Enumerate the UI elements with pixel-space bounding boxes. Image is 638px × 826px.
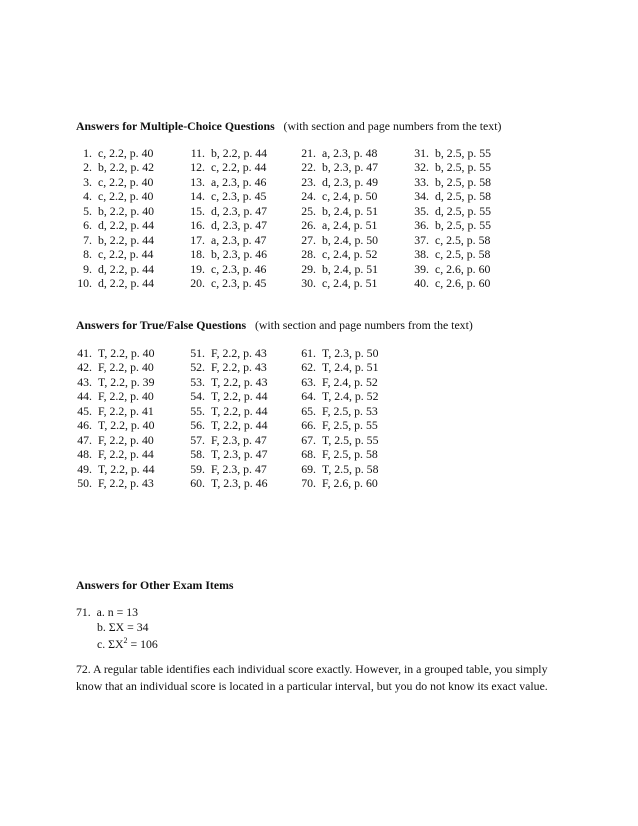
item-answer: F, 2.3, p. 47 xyxy=(211,461,267,476)
item-number: 31. xyxy=(414,146,429,160)
mc-column xyxy=(409,146,491,290)
answer-item xyxy=(409,233,491,247)
item-answer: c, 2.5, p. 58 xyxy=(435,247,491,262)
item-answer: c, 2.4, p. 52 xyxy=(322,247,378,262)
item-number: 65. xyxy=(301,403,316,418)
item-answer: b, 2.5, p. 55 xyxy=(435,146,492,160)
item-answer: F, 2.2, p. 43 xyxy=(98,475,154,490)
answer-item xyxy=(72,404,154,418)
answer-item xyxy=(296,218,378,232)
item-number: 43. xyxy=(77,374,92,389)
item-number: 20. xyxy=(190,275,205,290)
item-number: 48. xyxy=(77,447,92,462)
item-answer: F, 2.3, p. 47 xyxy=(211,432,267,447)
item-number: 19. xyxy=(190,261,205,276)
item-number: 7. xyxy=(83,232,92,247)
item-answer: T, 2.2, p. 44 xyxy=(98,461,155,476)
answer-item xyxy=(72,276,154,290)
answer-item xyxy=(296,447,378,461)
item-number: 44. xyxy=(77,389,92,404)
answer-item xyxy=(72,389,154,403)
item-answer: T, 2.4, p. 51 xyxy=(322,360,379,375)
item-answer: c, 2.4, p. 51 xyxy=(322,275,378,290)
item-answer: b, 2.5, p. 55 xyxy=(435,218,492,233)
answer-item xyxy=(296,204,378,218)
answer-item xyxy=(296,375,378,389)
item-answer: d, 2.3, p. 49 xyxy=(322,174,379,189)
item-number: 54. xyxy=(190,389,205,404)
q71-block xyxy=(76,605,158,649)
answer-item xyxy=(296,404,378,418)
answer-item xyxy=(185,189,267,203)
tf-column xyxy=(72,346,154,490)
item-number: 63. xyxy=(301,374,316,389)
answer-item xyxy=(185,375,267,389)
item-answer: T, 2.2, p. 43 xyxy=(211,374,268,389)
answer-item xyxy=(72,262,154,276)
item-answer: d, 2.2, p. 44 xyxy=(98,261,155,276)
mc-subtitle: (with section and page numbers from the text) xyxy=(283,119,502,133)
answer-item xyxy=(296,233,378,247)
item-answer: c, 2.3, p. 45 xyxy=(211,189,267,204)
item-answer: b, 2.2, p. 42 xyxy=(98,160,155,175)
item-answer: F, 2.2, p. 43 xyxy=(211,346,267,360)
item-number: 46. xyxy=(77,418,92,433)
item-answer: c, 2.3, p. 45 xyxy=(211,275,267,290)
answer-item xyxy=(296,262,378,276)
item-number: 40. xyxy=(414,275,429,290)
item-number: 58. xyxy=(190,447,205,462)
item-number: 16. xyxy=(190,218,205,233)
answer-item xyxy=(409,218,491,232)
item-number: 17. xyxy=(190,232,205,247)
item-number: 62. xyxy=(301,360,316,375)
item-answer: a, 2.3, p. 47 xyxy=(211,232,267,247)
item-answer: c, 2.2, p. 44 xyxy=(211,160,267,175)
mc-column xyxy=(185,146,267,290)
answer-item xyxy=(185,404,267,418)
answer-item xyxy=(72,433,154,447)
answer-item xyxy=(296,389,378,403)
tf-title: Answers for True/False Questions xyxy=(76,318,247,332)
item-number: 42. xyxy=(77,360,92,375)
mc-title: Answers for Multiple-Choice Questions xyxy=(76,119,275,133)
item-answer: F, 2.4, p. 52 xyxy=(322,374,378,389)
answer-item xyxy=(72,146,154,160)
answer-item xyxy=(72,233,154,247)
answer-item xyxy=(72,360,154,374)
item-answer: T, 2.4, p. 52 xyxy=(322,389,379,404)
item-number: 1. xyxy=(83,146,92,160)
item-answer: c, 2.2, p. 40 xyxy=(98,146,154,160)
answer-item xyxy=(409,204,491,218)
answer-item xyxy=(296,433,378,447)
item-answer: b, 2.5, p. 55 xyxy=(435,160,492,175)
item-number: 26. xyxy=(301,218,316,233)
q71-number: 71. xyxy=(76,605,91,619)
mc-heading xyxy=(76,119,501,134)
item-number: 66. xyxy=(301,418,316,433)
item-answer: T, 2.3, p. 47 xyxy=(211,447,268,462)
answer-item xyxy=(185,462,267,476)
item-number: 67. xyxy=(301,432,316,447)
item-number: 11. xyxy=(190,146,205,160)
answer-item xyxy=(72,346,154,360)
answer-item xyxy=(185,160,267,174)
item-answer: b, 2.4, p. 50 xyxy=(322,232,379,247)
q71-part-b: b. ΣX = 34 xyxy=(97,619,149,634)
answer-item xyxy=(296,247,378,261)
item-answer: T, 2.5, p. 55 xyxy=(322,432,379,447)
answer-item xyxy=(72,462,154,476)
answer-item xyxy=(72,375,154,389)
item-answer: T, 2.2, p. 40 xyxy=(98,346,155,360)
item-number: 50. xyxy=(77,475,92,490)
item-answer: F, 2.2, p. 40 xyxy=(98,360,154,375)
item-answer: b, 2.4, p. 51 xyxy=(322,203,379,218)
answer-item xyxy=(296,418,378,432)
item-answer: b, 2.3, p. 46 xyxy=(211,247,268,262)
item-number: 52. xyxy=(190,360,205,375)
tf-column xyxy=(296,346,378,490)
item-answer: b, 2.2, p. 44 xyxy=(211,146,268,160)
answer-item xyxy=(72,175,154,189)
other-title: Answers for Other Exam Items xyxy=(76,578,234,592)
item-number: 51. xyxy=(190,346,205,360)
item-number: 34. xyxy=(414,189,429,204)
item-answer: F, 2.5, p. 58 xyxy=(322,447,378,462)
item-number: 37. xyxy=(414,232,429,247)
answer-item xyxy=(185,262,267,276)
item-answer: c, 2.2, p. 44 xyxy=(98,247,154,262)
item-answer: d, 2.5, p. 58 xyxy=(435,189,492,204)
item-answer: F, 2.2, p. 44 xyxy=(98,447,154,462)
item-answer: T, 2.2, p. 40 xyxy=(98,418,155,433)
q71-part-c: c. $\Sigma X^2 = 106$ xyxy=(97,636,158,651)
item-number: 49. xyxy=(77,461,92,476)
item-number: 45. xyxy=(77,403,92,418)
item-number: 53. xyxy=(190,374,205,389)
item-number: 41. xyxy=(77,346,92,360)
answer-item xyxy=(409,175,491,189)
answer-item xyxy=(296,189,378,203)
item-number: 8. xyxy=(83,247,92,262)
item-answer: F, 2.2, p. 43 xyxy=(211,360,267,375)
answer-item xyxy=(409,146,491,160)
item-answer: F, 2.2, p. 41 xyxy=(98,403,154,418)
answer-item xyxy=(409,160,491,174)
item-number: 68. xyxy=(301,447,316,462)
item-number: 33. xyxy=(414,174,429,189)
answer-item xyxy=(296,175,378,189)
q71-part-a: a. n = 13 xyxy=(96,605,139,619)
item-number: 39. xyxy=(414,261,429,276)
answer-item xyxy=(72,189,154,203)
answer-item xyxy=(296,360,378,374)
answer-item xyxy=(72,160,154,174)
q72-paragraph: 72. A regular table identifies each individual score exactly. However, in a grouped table, you simply know that an individual score is located in a particular interval, but you do not know its exact value. xyxy=(76,662,548,693)
answer-item xyxy=(72,247,154,261)
item-answer: a, 2.4, p. 51 xyxy=(322,218,378,233)
item-answer: c, 2.6, p. 60 xyxy=(435,261,491,276)
mc-column xyxy=(72,146,154,290)
item-answer: c, 2.5, p. 58 xyxy=(435,232,491,247)
item-answer: d, 2.2, p. 44 xyxy=(98,218,155,233)
answer-item xyxy=(185,247,267,261)
answer-item xyxy=(185,360,267,374)
answer-item xyxy=(296,476,378,490)
item-number: 6. xyxy=(83,218,92,233)
item-number: 25. xyxy=(301,203,316,218)
answer-item xyxy=(409,276,491,290)
answer-item xyxy=(185,276,267,290)
item-answer: F, 2.6, p. 60 xyxy=(322,475,378,490)
answer-item xyxy=(296,160,378,174)
item-number: 29. xyxy=(301,261,316,276)
mc-column xyxy=(296,146,378,290)
item-number: 32. xyxy=(414,160,429,175)
item-answer: d, 2.5, p. 55 xyxy=(435,203,492,218)
item-answer: T, 2.5, p. 58 xyxy=(322,461,379,476)
item-answer: d, 2.2, p. 44 xyxy=(98,275,155,290)
answer-item xyxy=(185,346,267,360)
item-answer: b, 2.2, p. 44 xyxy=(98,232,155,247)
item-number: 22. xyxy=(301,160,316,175)
item-number: 59. xyxy=(190,461,205,476)
item-answer: a, 2.3, p. 46 xyxy=(211,174,267,189)
item-number: 15. xyxy=(190,203,205,218)
answer-item xyxy=(185,175,267,189)
item-number: 60. xyxy=(190,475,205,490)
item-answer: b, 2.5, p. 58 xyxy=(435,174,492,189)
item-number: 64. xyxy=(301,389,316,404)
item-number: 38. xyxy=(414,247,429,262)
item-number: 30. xyxy=(301,275,316,290)
answer-item xyxy=(409,262,491,276)
answer-item xyxy=(185,476,267,490)
item-number: 36. xyxy=(414,218,429,233)
item-number: 35. xyxy=(414,203,429,218)
item-number: 14. xyxy=(190,189,205,204)
item-answer: c, 2.2, p. 40 xyxy=(98,189,154,204)
answer-item xyxy=(296,462,378,476)
item-number: 2. xyxy=(83,160,92,175)
item-number: 18. xyxy=(190,247,205,262)
item-answer: b, 2.2, p. 40 xyxy=(98,203,155,218)
answer-item xyxy=(409,247,491,261)
answer-item xyxy=(185,204,267,218)
item-answer: d, 2.3, p. 47 xyxy=(211,218,268,233)
answer-item xyxy=(185,146,267,160)
item-number: 3. xyxy=(83,174,92,189)
answer-item xyxy=(296,346,378,360)
item-answer: b, 2.4, p. 51 xyxy=(322,261,379,276)
item-number: 27. xyxy=(301,232,316,247)
tf-subtitle: (with section and page numbers from the text) xyxy=(254,318,473,332)
item-number: 10. xyxy=(77,275,92,290)
item-number: 21. xyxy=(301,146,316,160)
item-number: 4. xyxy=(83,189,92,204)
answer-item xyxy=(185,418,267,432)
item-number: 47. xyxy=(77,432,92,447)
item-number: 12. xyxy=(190,160,205,175)
item-answer: c, 2.6, p. 60 xyxy=(435,275,491,290)
answer-item xyxy=(185,447,267,461)
item-answer: c, 2.3, p. 46 xyxy=(211,261,267,276)
item-answer: F, 2.2, p. 40 xyxy=(98,389,154,404)
tf-column xyxy=(185,346,267,490)
item-answer: T, 2.3, p. 46 xyxy=(211,475,268,490)
item-answer: T, 2.2, p. 44 xyxy=(211,418,268,433)
item-number: 23. xyxy=(301,174,316,189)
answer-item xyxy=(72,218,154,232)
item-answer: T, 2.3, p. 50 xyxy=(322,346,379,360)
item-number: 69. xyxy=(301,461,316,476)
item-number: 9. xyxy=(83,261,92,276)
item-answer: F, 2.2, p. 40 xyxy=(98,432,154,447)
tf-heading xyxy=(76,318,473,333)
answer-item xyxy=(296,276,378,290)
item-number: 28. xyxy=(301,247,316,262)
answer-item xyxy=(185,433,267,447)
item-number: 5. xyxy=(83,203,92,218)
answer-item xyxy=(72,447,154,461)
item-answer: c, 2.2, p. 40 xyxy=(98,174,154,189)
answer-item xyxy=(409,189,491,203)
item-number: 13. xyxy=(190,174,205,189)
item-number: 56. xyxy=(190,418,205,433)
item-number: 24. xyxy=(301,189,316,204)
item-answer: F, 2.5, p. 53 xyxy=(322,403,378,418)
item-number: 61. xyxy=(301,346,316,360)
item-answer: a, 2.3, p. 48 xyxy=(322,146,378,160)
item-answer: c, 2.4, p. 50 xyxy=(322,189,378,204)
answer-item xyxy=(72,418,154,432)
item-number: 57. xyxy=(190,432,205,447)
item-answer: b, 2.3, p. 47 xyxy=(322,160,379,175)
item-answer: d, 2.3, p. 47 xyxy=(211,203,268,218)
answer-item xyxy=(72,476,154,490)
item-number: 55. xyxy=(190,403,205,418)
answer-item xyxy=(185,218,267,232)
item-number: 70. xyxy=(301,475,316,490)
answer-item xyxy=(296,146,378,160)
item-answer: F, 2.5, p. 55 xyxy=(322,418,378,433)
item-answer: T, 2.2, p. 39 xyxy=(98,374,155,389)
other-heading xyxy=(76,578,234,593)
answer-item xyxy=(72,204,154,218)
answer-item xyxy=(185,389,267,403)
answer-item xyxy=(185,233,267,247)
item-answer: T, 2.2, p. 44 xyxy=(211,403,268,418)
item-answer: T, 2.2, p. 44 xyxy=(211,389,268,404)
